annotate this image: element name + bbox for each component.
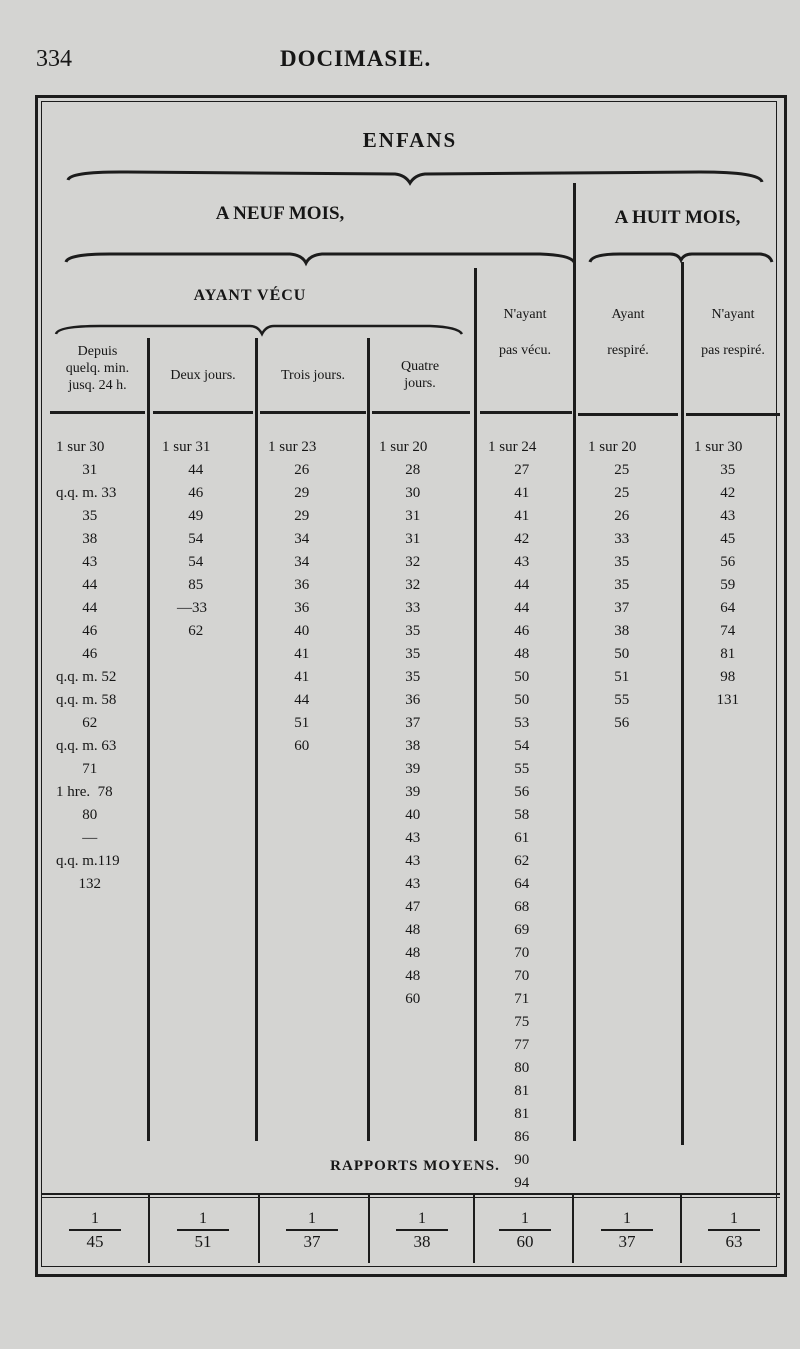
rapport-divider-5: [572, 1195, 574, 1263]
header-ayant-respire: Ayant respiré.: [607, 307, 649, 358]
rapport-numerator: 1: [91, 1210, 99, 1227]
rapport-denominator: 37: [303, 1232, 321, 1251]
rapports-rule-top-thin: [42, 1197, 780, 1198]
header-rule-6: [578, 413, 678, 416]
rapport-denominator: 60: [516, 1232, 534, 1251]
column-divider-4: [474, 268, 477, 1141]
group-heading-huit-mois: A HUIT MOIS,: [614, 207, 741, 228]
brace-groups: [0, 0, 800, 400]
rapport-numerator: 1: [521, 1210, 529, 1227]
rapport-numerator: 1: [730, 1210, 738, 1227]
header-rule-3: [260, 411, 366, 414]
header-rule-7: [686, 413, 780, 416]
column-ayant-respire-values: 1 sur 20 25 25 26 33 35 35 37 38 50 51 55 56: [588, 439, 637, 731]
running-title: DOCIMASIE.: [280, 46, 432, 71]
header-trois-jours: Trois jours.: [280, 368, 346, 383]
rapport-divider-1: [148, 1195, 150, 1263]
rapport-denominator: 63: [725, 1232, 743, 1251]
header-nayant-pas-respire: N'ayant pas respiré.: [701, 307, 765, 358]
column-nayant-pas-vecu-values: 1 sur 24 27 41 41 42 43 44 44 46 48 50 50 53 54 55 56 58 61 62 64 68 69 70 70 71 75 77 80 81 81 86 90 94: [488, 439, 537, 1191]
rapport-numerator: 1: [308, 1210, 316, 1227]
table-title: ENFANS: [362, 128, 458, 152]
column-deux-jours-values: 1 sur 31 44 46 49 54 54 85 —33 62: [162, 439, 211, 639]
rapport-divider-4: [473, 1195, 475, 1263]
column-divider-5: [573, 183, 576, 1141]
subheading-ayant-vecu: AYANT VÉCU: [193, 287, 307, 304]
column-depuis-24h-values: 1 sur 30 31 q.q. m. 33 35 38 43 44 44 46 46 q.q. m. 52 q.q. m. 58 62 q.q. m. 63 71 1 hre. 78 80 — q.q. m.119 132: [56, 439, 120, 892]
rapport-divider-6: [680, 1195, 682, 1263]
rapport-numerator: 1: [418, 1210, 426, 1227]
rapports-moyens-title: RAPPORTS MOYENS.: [330, 1158, 500, 1174]
column-divider-1: [147, 338, 150, 1141]
rapport-denominator: 45: [86, 1232, 104, 1251]
column-divider-6: [681, 262, 684, 1145]
column-divider-3: [367, 338, 370, 1141]
rapport-denominator: 38: [413, 1232, 431, 1251]
header-quatre-jours: Quatre jours.: [400, 359, 440, 391]
rapport-divider-3: [368, 1195, 370, 1263]
header-rule-5: [480, 411, 572, 414]
header-nayant-pas-vecu: N'ayant pas vécu.: [498, 307, 552, 358]
rapport-numerator: 1: [623, 1210, 631, 1227]
header-rule-1: [50, 411, 145, 414]
header-rule-2: [153, 411, 253, 414]
header-rule-4: [372, 411, 470, 414]
rapport-numerator: 1: [199, 1210, 207, 1227]
rapport-ayant-respire: [587, 1210, 667, 1252]
rapport-trois-jours: [272, 1210, 352, 1252]
rapport-deux-jours: [163, 1210, 243, 1252]
rapport-divider-2: [258, 1195, 260, 1263]
rapport-nayant-pas-vecu: [485, 1210, 565, 1252]
page-number: 334: [36, 46, 72, 72]
rapports-rule-top: [42, 1193, 780, 1195]
rapport-denominator: 51: [194, 1232, 212, 1251]
column-nayant-pas-respire-values: 1 sur 30 35 42 43 45 56 59 64 74 81 98 131: [694, 439, 743, 708]
rapport-quatre-jours: [382, 1210, 462, 1252]
group-heading-neuf-mois: A NEUF MOIS,: [215, 203, 345, 224]
header-depuis-24h: Depuis quelq. min. jusq. 24 h.: [65, 344, 130, 393]
rapport-denominator: 37: [618, 1232, 636, 1251]
header-deux-jours: Deux jours.: [170, 368, 236, 383]
column-quatre-jours-values: 1 sur 20 28 30 31 31 32 32 33 35 35 35 36 37 38 39 39 40 43 43 43 47 48 48 48 60: [379, 439, 428, 1007]
column-divider-2: [255, 338, 258, 1141]
rapport-depuis-24h: [55, 1210, 135, 1252]
column-trois-jours-values: 1 sur 23 26 29 29 34 34 36 36 40 41 41 44 51 60: [268, 439, 317, 754]
rapport-nayant-pas-respire: [694, 1210, 774, 1252]
